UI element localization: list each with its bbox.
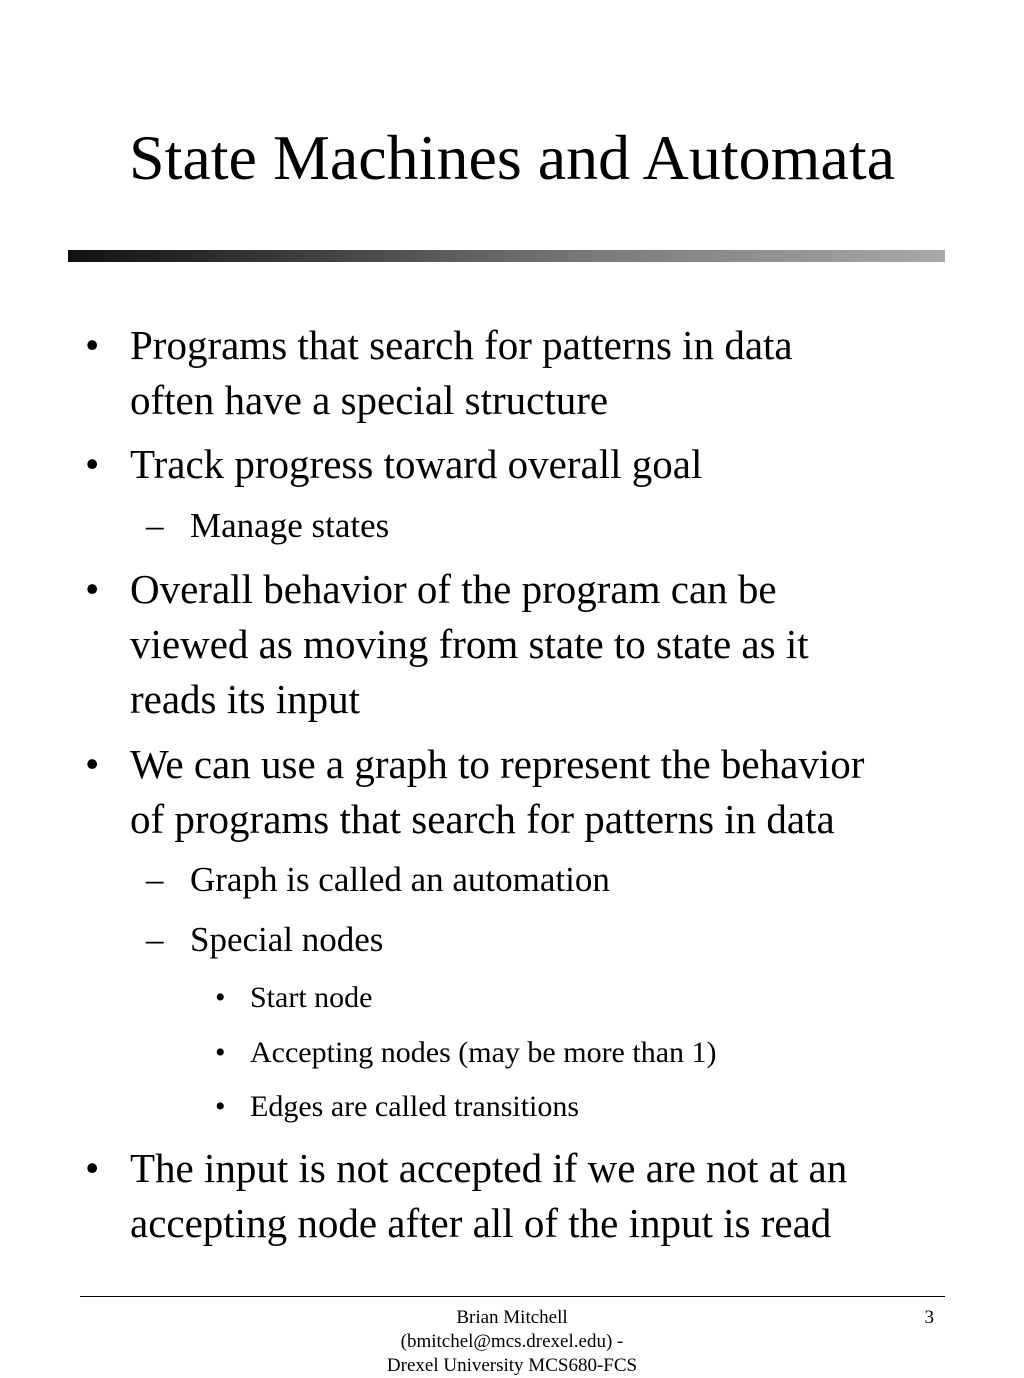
bullet-text: We can use a graph to represent the behavior of programs that search for patterns in data bbox=[130, 741, 865, 842]
sub-sub-bullet-text: Start node bbox=[250, 981, 373, 1014]
dash-marker: – bbox=[146, 506, 164, 545]
bullet-marker: • bbox=[85, 322, 100, 368]
bullet-text: The input is not accepted if we are not at an accepting node after all of the input is read bbox=[130, 1145, 848, 1246]
sub-bullet-text: Graph is called an automation bbox=[190, 860, 610, 899]
bullet-marker: • bbox=[85, 441, 100, 487]
dash-marker: – bbox=[146, 860, 164, 899]
dash-marker: – bbox=[146, 920, 164, 959]
sub-sub-bullet-text: Accepting nodes (may be more than 1) bbox=[250, 1036, 717, 1069]
bullet-marker: • bbox=[85, 741, 100, 787]
footer-author: Brian Mitchell (bmitchel@mcs.drexel.edu) - Drexel University MCS680-FCS bbox=[386, 1307, 638, 1376]
sub-bullet-text: Manage states bbox=[190, 506, 390, 545]
bullet-text: Track progress toward overall goal bbox=[130, 441, 703, 487]
bullet-marker: • bbox=[85, 566, 100, 612]
small-bullet-marker: • bbox=[215, 1036, 226, 1069]
footer-divider bbox=[80, 1296, 945, 1297]
small-bullet-marker: • bbox=[215, 1090, 226, 1123]
sub-sub-bullet-text: Edges are called transitions bbox=[250, 1090, 580, 1123]
bullet-marker: • bbox=[85, 1145, 100, 1191]
slide-title: State Machines and Automata bbox=[128, 122, 896, 193]
bullet-text: Overall behavior of the program can be viewed as moving from state to state as it reads its input bbox=[130, 566, 809, 722]
title-divider bbox=[68, 250, 945, 262]
sub-bullet-text: Special nodes bbox=[190, 920, 384, 959]
small-bullet-marker: • bbox=[215, 981, 226, 1014]
bullet-text: Programs that search for patterns in data often have a special structure bbox=[130, 322, 793, 423]
page-number: 3 bbox=[924, 1307, 934, 1328]
